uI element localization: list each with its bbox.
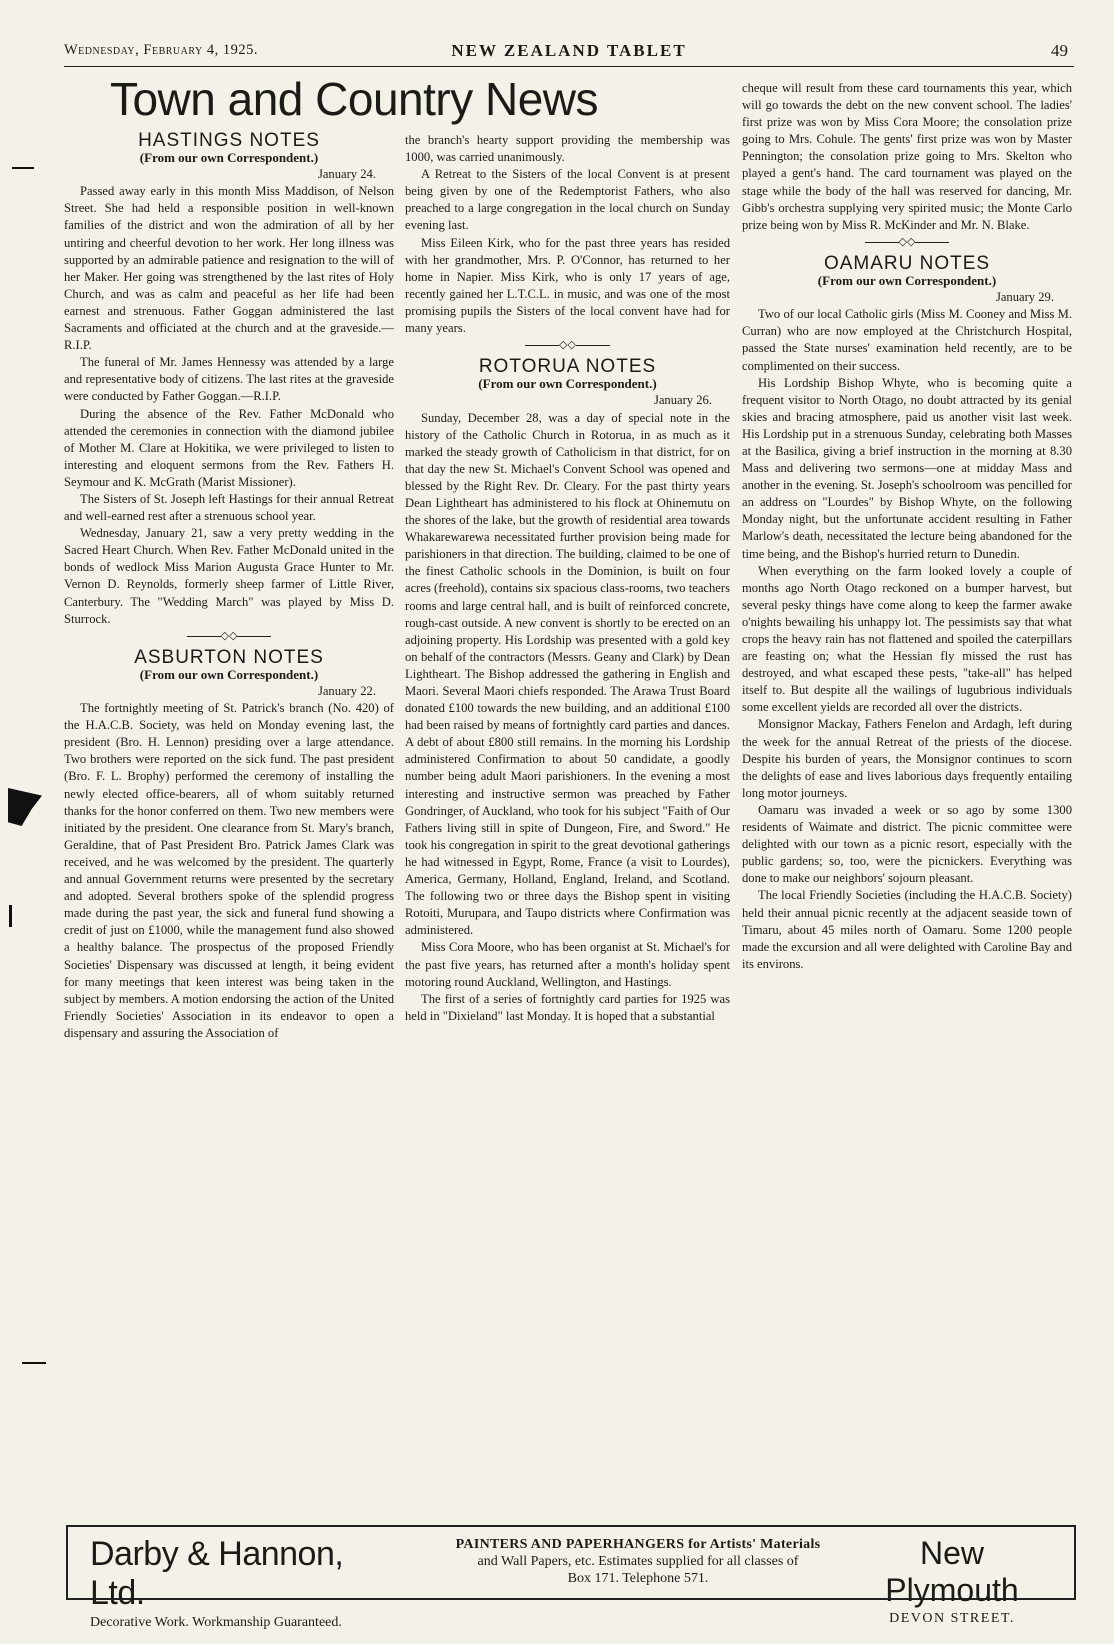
article-paragraph: The fortnightly meeting of St. Patrick's branch (No. 420) of the H.A.C.B. Society, was held on Monday evening last, the president (Bro. H. Lennon) presiding over a large attendance. Two brothers were reported on the sick fund. The past president (Bro. F. L. Brophy) performed the ceremony of installing the newly elected office-bearers, all of whom suitably returned thanks for the honor conferred on them. Two new members were initiated by the president. One clearance from St. Mary's branch, Geraldine, that of Past President Bro. Patrick James Clark was received, and he was welcomed by the president. The quarterly and annual Government returns were presented by the secretary and adopted. Several brothers spoke of the splendid progress made during the past year, the sick and funeral fund showing a credit of just on £1000, while the management fund also showed a healthy balance. The prospectus of the proposed Friendly Societies' Dispensary was discussed at length, it being evident for many meetings that keen interest was being taken in the subject by members. A motion endorsing the action of the United Friendly Societies' Association in its endeavor to open a dispensary and assuring the Association of — [64, 701, 394, 1040]
scan-artifact — [22, 1362, 46, 1364]
issue-date: Wednesday, February 4, 1925. — [64, 42, 258, 58]
article-paragraph: Miss Eileen Kirk, who for the past three years has resided with her grandmother, Mrs. P. O'Connor, has returned to her home in Napier. Miss Kirk, who is only 17 years of age, recently gained her L.T.C.L. in music, and was one of the most promising pupils the Sisters of the local convent have had for many years. — [405, 235, 730, 336]
article-paragraph: During the absence of the Rev. Father McDonald who attended the ceremonies in connection with the diamond jubilee of Mother M. Clare at Hokitika, we were privileged to listen to interesting and eloquent sermons from the Rev. Fathers H. Seymour and K. McGrath (Marist Missioner). — [64, 406, 394, 489]
oamaru-title: OAMARU NOTES — [823, 252, 991, 274]
scan-artifact — [8, 788, 42, 826]
hastings-title: HASTINGS NOTES — [138, 130, 320, 151]
section-divider — [742, 234, 1072, 251]
ad-line-2: and Wall Papers, etc. Estimates supplied for all classes of — [477, 1554, 799, 1569]
asburton-title: ASBURTON NOTES — [134, 646, 324, 668]
ad-left — [90, 1535, 390, 1631]
ad-street: DEVON STREET. — [889, 1611, 1015, 1626]
hastings-byline: (From our own Correspondent.) — [139, 150, 319, 166]
page-header — [64, 38, 1074, 67]
article-paragraph: A Retreat to the Sisters of the local Convent is at present being given by one of the Redemptorist Fathers, who also preached to a large congregation in the local church on Sunday evening last. — [405, 167, 730, 233]
asburton-date: January 22. — [317, 684, 376, 698]
page-headline: Town and Country News — [109, 73, 599, 125]
article-paragraph: Oamaru was invaded a week or so ago by some 1300 residents of Waimate and district. The picnic committee were delighted with our town as a picnic resort, especially with the public gardens; so, too, were the picnickers. Everything was done to make our neighbors' sojourn pleasant. — [742, 802, 1072, 886]
article-paragraph: Sunday, December 28, was a day of special note in the history of the Catholic Church in Rotorua, in as much as it marked the steady growth of Catholicism in that district, for on that day the new St. Michael's Convent School was opened and blessed by the Right Rev. Dr. Cleary. For the past thirty years Dean Lightheart has administered to his flock at Ohinemutu on the shores of the lake, but the growth of residential area towards Whakarewarewa necessitated further provision being made for parishioners in that direction. The building, claimed to be one of the finest Catholic schools in the Dominion, is built on four acres (freehold), contains six spacious class-rooms, two teachers rooms and large central hall, and is built of reinforced concrete, rough-cast outside. A new convent is shortly to be erected on an adjoining property. His Lordship was presented with a gold key on behalf of the contractors (Messrs. Geany and Clark) by Dean Lightheart. The Bishop addressed the gathering in English and Maori. Several Maori chiefs responded. The Arawa Trust Board donated £100 towards the new building, and an additional £100 had been raised by means of fortnightly card parties and dances. A debt of about £800 still remains. In the morning his Lordship administered Confirmation to about 50 candidate, a goodly number being adult Maori parishioners. In the evening a most interesting and instructive sermon was preached by Father Gondringer, of Auckland, who took for his subject "Faith of Our Fathers living still in spite of Dungeon, Fire, and Sword." He took his congregation in spirit to the great devotional gatherings he had witnessed in Egypt, Rome, France (a visit to Lourdes), America, Germany, Holland, England, Ireland, and Scotland. The following two or three days the Bishop spent in visiting Rotoiti, Murupara, and Taupo districts where Confirmation was administered. — [405, 410, 730, 938]
divider-ornament: ◇◇ — [559, 339, 576, 352]
article-paragraph: Two of our local Catholic girls (Miss M. Cooney and Miss M. Curran) who are now employed at the Christchurch Hospital, passed the State nurses' examination held recently, are to be complimented on their success. — [742, 307, 1072, 373]
ad-city: New Plymouth — [885, 1535, 1019, 1608]
article-paragraph: Monsignor Mackay, Fathers Fenelon and Ardagh, left during the week for the annual Retreat of the priests of the diocese. Despite his burden of years, the Monsignor continues to scorn the delights of ease and lives laborious days frequently entailing long motor journeys. — [742, 717, 1072, 800]
column-1 — [64, 132, 394, 1042]
ad-line-3: Box 171. Telephone 571. — [567, 1571, 709, 1586]
article-paragraph: Miss Cora Moore, who has been organist at St. Michael's for the past five years, has returned after a month's holiday spent motoring round Auckland, Wellington, and Hastings. — [405, 940, 730, 989]
hastings-date: January 24. — [317, 167, 376, 182]
page-number: 49 — [1051, 41, 1068, 60]
article-paragraph: His Lordship Bishop Whyte, who is becoming quite a frequent visitor to North Otago, no doubt attracted by its genial skies and bracing atmosphere, paid us another visit last week. His Lordship put in a strenuous Sunday, celebrating both Masses at the Basilica, giving a brief instruction in the morning at 8.30 Mass and delivering two sermons—one at midday Mass and another in the evening. St. Joseph's schoolroom was pencilled for an address on "Lourdes" by Bishop Whyte, on the following Monday night, but the unfortunate accident resulting in Father Marlow's death, necessitated the lecture being abandoned for the time being, and the Bishop's hurried return to Dunedin. — [742, 375, 1072, 561]
ad-tagline: Decorative Work. Workmanship Guaranteed. — [90, 1615, 342, 1630]
article-paragraph: The Sisters of St. Joseph left Hastings for their annual Retreat and well-earned rest after a strenuous school year. — [64, 491, 394, 524]
rotorua-date: January 26. — [653, 393, 712, 408]
article-paragraph: Wednesday, January 21, saw a very pretty wedding in the Sacred Heart Church. When Rev. Father McDonald united in the bonds of wedlock Miss Marion Augusta Grace Hunter to Mr. Vernon D. Reynolds, formerly sheep farmer of Little River, Canterbury. The "Wedding March" was played by Miss D. Sturrock. — [64, 526, 394, 626]
article-paragraph: When everything on the farm looked lovely a couple of months ago North Otago reckoned on a bumper harvest, but several pesky things have come along to keep the farmer awake o'nights bewailing his unhappy lot. The pessimists say that what crops the heavy rain has not flattened and spoiled the caterpillars are feasting on; what the Hessian fly missed the rust has destroyed, and what escaped these pests, "take-all" has helped itself to. But despite all the wailings of lugubrious individuals some excellent yields are recorded all over the districts. — [742, 563, 1072, 715]
oamaru-date: January 29. — [995, 290, 1054, 305]
scan-artifact — [12, 167, 34, 169]
ad-line-1: PAINTERS AND PAPERHANGERS for Artists' Materials — [455, 1537, 821, 1552]
article-paragraph: The local Friendly Societies (including the H.A.C.B. Society) held their annual picnic recently at the adjacent seaside town of Timaru, about 45 miles north of Oamaru. Some 1200 people made the excursion and all were delighted with Caroline Bay and its environs. — [742, 888, 1072, 971]
newspaper-title: NEW ZEALAND TABLET — [451, 41, 687, 60]
rotorua-byline: (From our own Correspondent.) — [478, 376, 657, 392]
article-paragraph: The funeral of Mr. James Hennessy was attended by a large and representative body of citizens. The last rites at the graveside were conducted by Father Goggan.—R.I.P. — [64, 355, 394, 404]
section-divider — [64, 628, 394, 645]
article-paragraph: cheque will result from these card tournaments this year, which will go towards the debt on the new convent school. The ladies' first prize was won by Miss Cora Moore; the consolation prize going to Mrs. Cohule. The gents' first prize was won by Master Pennington; the consolation prize going to Mrs. Skelton who played a gent's hand. The card tournament was played on the stage while the body of the hall was reserved for dancing, Mr. Gibb's orchestra supplying very spirited music; the Monte Carlo prize being won by Miss R. McKinder and Mr. N. Blake. — [742, 81, 1072, 232]
scan-artifact — [9, 905, 12, 927]
article-paragraph: The first of a series of fortnightly card parties for 1925 was held in "Dixieland" last Monday. It is hoped that a substantial — [405, 991, 730, 1023]
section-divider — [405, 337, 730, 354]
rotorua-title: ROTORUA NOTES — [478, 356, 657, 378]
article-paragraph: the branch's hearty support providing the membership was 1000, was carried unanimously. — [405, 133, 730, 165]
article-paragraph: Passed away early in this month Miss Maddison, of Nelson Street. She had held a responsible position in well-known families of the district and won the admiration of all by her untiring and cheerful devotion to her work. Her long illness was supported by an admirable patience and resignation to the will of her Maker. Her going was strengthened by the last rites of Holy Church, and was as calm and peaceful as her life had been earnest and strenuous. Father Goggan administered the last Sacraments and officiated at the church and at the graveside.—R.I.P. — [64, 184, 394, 353]
asburton-byline: (From our own Correspondent.) — [139, 666, 319, 682]
oamaru-byline: (From our own Correspondent.) — [817, 273, 997, 289]
ad-company-name: Darby & Hannon, Ltd. — [90, 1535, 344, 1612]
column-2 — [405, 132, 730, 1025]
ad-right — [852, 1535, 1052, 1627]
divider-ornament: ◇◇ — [220, 629, 238, 642]
divider-ornament: ◇◇ — [898, 235, 916, 248]
column-3 — [742, 80, 1072, 973]
advertisement-box — [66, 1525, 1076, 1630]
ad-middle — [403, 1536, 873, 1587]
